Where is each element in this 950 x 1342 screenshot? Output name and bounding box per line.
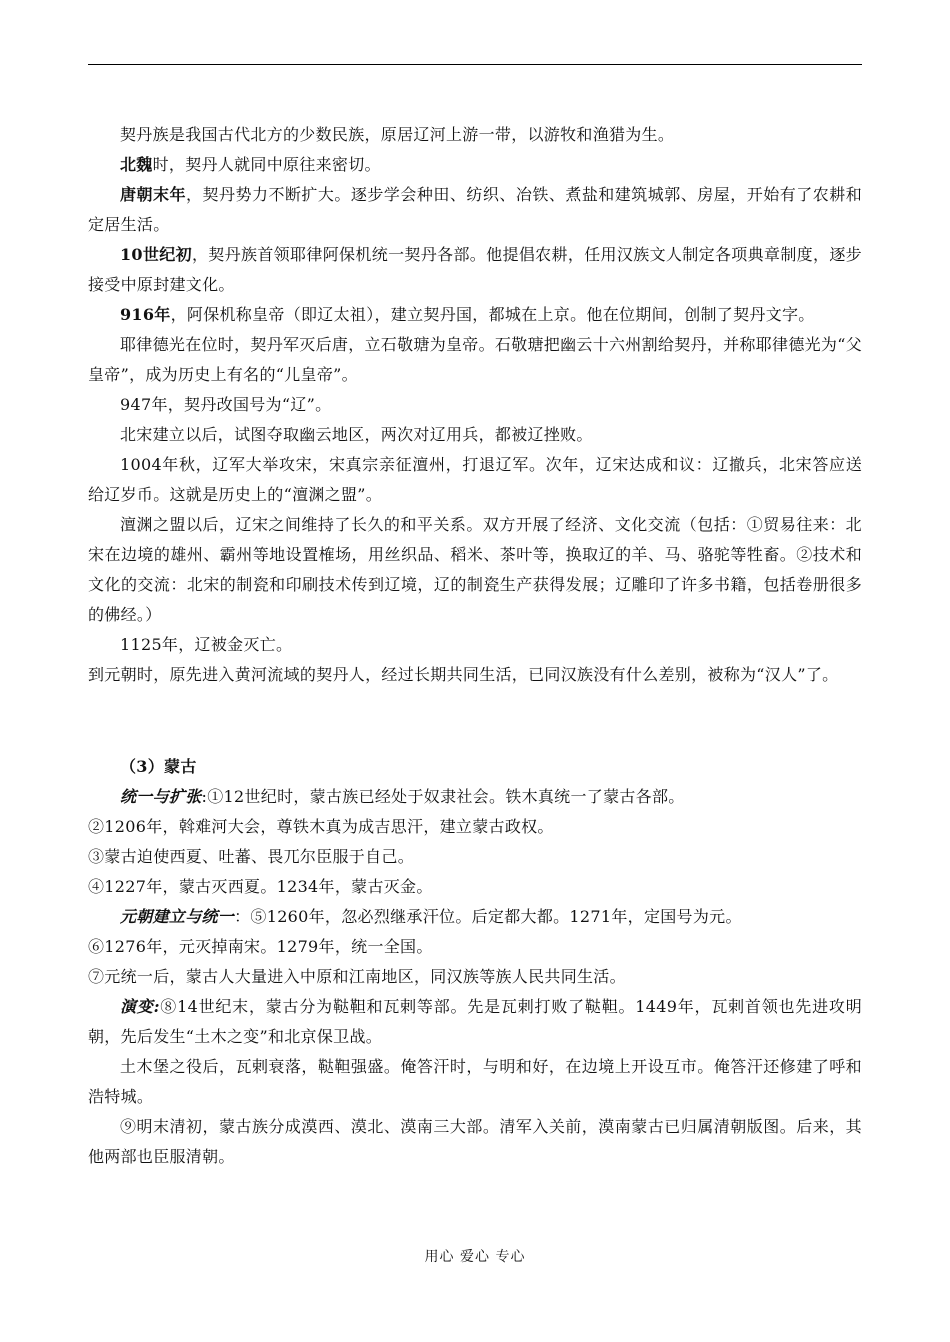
paragraph-khitan-origin: 契丹族是我国古代北方的少数民族，原居辽河上游一带，以游牧和渔猎为生。 xyxy=(120,125,675,144)
paragraph-tumu: 土木堡之役后，瓦剌衰落，鞑靼强盛。俺答汗时，与明和好，在边境上开设互市。俺答汗还修建了呼和浩特城。 xyxy=(88,1057,862,1106)
keyword-916: 916年 xyxy=(120,305,171,324)
paragraph-late-tang: 唐朝末年，契丹势力不断扩大。逐步学会种田、纺织、冶铁、煮盐和建筑城郭、房屋，开始有了农耕和定居生活。 xyxy=(88,185,862,234)
keyword-evolution: 演变: xyxy=(120,997,160,1016)
keyword-yuan-founding: 元朝建立与统一 xyxy=(120,907,235,926)
keyword-10th-century: 10世纪初 xyxy=(120,245,192,264)
paragraph-yuan-khitan: 到元朝时，原先进入黄河流域的契丹人，经过长期共同生活，已同汉族没有什么差别，被称为“汉人”了。 xyxy=(88,665,839,684)
paragraph-947: 947年，契丹改国号为“辽”。 xyxy=(120,395,332,414)
line-1206: ②1206年，斡难河大会，尊铁木真为成吉思汗，建立蒙古政权。 xyxy=(88,817,554,836)
paragraph-1004: 1004年秋，辽军大举攻宋，宋真宗亲征澶州，打退辽军。次年，辽宋达成和议：辽撤兵，北宋答应送给辽岁币。这就是历史上的“澶渊之盟”。 xyxy=(88,455,862,504)
paragraph-northern-song: 北宋建立以后，试图夺取幽云地区，两次对辽用兵，都被辽挫败。 xyxy=(120,425,593,444)
line-vassals: ③蒙古迫使西夏、吐蕃、畏兀尔臣服于自己。 xyxy=(88,847,415,866)
line-1276: ⑥1276年，元灭掉南宋。1279年，统一全国。 xyxy=(88,937,433,956)
paragraph-1125: 1125年，辽被金灭亡。 xyxy=(120,635,293,654)
keyword-late-tang: 唐朝末年 xyxy=(120,185,186,204)
paragraph-evolution: 演变:⑧14世纪末，蒙古分为鞑靼和瓦剌等部。先是瓦剌打败了鞑靼。1449年，瓦剌首领也先进攻明朝，先后发生“土木之变”和北京保卫战。 xyxy=(88,997,863,1046)
line-1227: ④1227年，蒙古灭西夏。1234年，蒙古灭金。 xyxy=(88,877,433,896)
section-gap xyxy=(88,690,862,752)
document-body xyxy=(88,120,862,1172)
paragraph-10th-century: 10世纪初，契丹族首领耶律阿保机统一契丹各部。他提倡农耕，任用汉族文人制定各项典章制度，逐步接受中原封建文化。 xyxy=(88,245,862,294)
section-title-mongol: （3）蒙古 xyxy=(120,757,197,776)
line-yuan-founding: 元朝建立与统一：⑤1260年，忽必烈继承汗位。后定都大都。1271年，定国号为元。 xyxy=(120,907,742,926)
paragraph-916: 916年，阿保机称皇帝（即辽太祖），建立契丹国，都城在上京。他在位期间，创制了契丹文字。 xyxy=(120,305,815,324)
keyword-northern-wei: 北魏 xyxy=(120,155,153,174)
keyword-unification: 统一与扩张 xyxy=(120,787,202,806)
paragraph-northern-wei: 北魏时，契丹人就同中原往来密切。 xyxy=(120,155,381,174)
header-rule xyxy=(88,64,862,65)
paragraph-yelu-deguang: 耶律德光在位时，契丹军灭后唐，立石敬瑭为皇帝。石敬瑭把幽云十六州割给契丹，并称耶律德光为“父皇帝”，成为历史上有名的“儿皇帝”。 xyxy=(88,335,862,384)
paragraph-late-ming: ⑨明末清初，蒙古族分成漠西、漠北、漠南三大部。清军入关前，漠南蒙古已归属清朝版图。后来，其他两部也臣服清朝。 xyxy=(88,1117,862,1166)
paragraph-chanyuan: 澶渊之盟以后，辽宋之间维持了长久的和平关系。双方开展了经济、文化交流（包括：①贸易往来：北宋在边境的雄州、霸州等地设置榷场，用丝织品、稻米、茶叶等，换取辽的羊、马、骆驼等牲畜。②技术和文化的交流：北宋的制瓷和印刷技术传到辽境，辽的制瓷生产获得发展；辽雕印了许多书籍，包括卷册很多的佛经。） xyxy=(88,515,862,624)
page-footer: 用心 爱心 专心 xyxy=(424,1249,526,1265)
line-unification: 统一与扩张:①12世纪时，蒙古族已经处于奴隶社会。铁木真统一了蒙古各部。 xyxy=(120,787,685,806)
line-after-unification: ⑦元统一后，蒙古人大量进入中原和江南地区，同汉族等族人民共同生活。 xyxy=(88,967,626,986)
